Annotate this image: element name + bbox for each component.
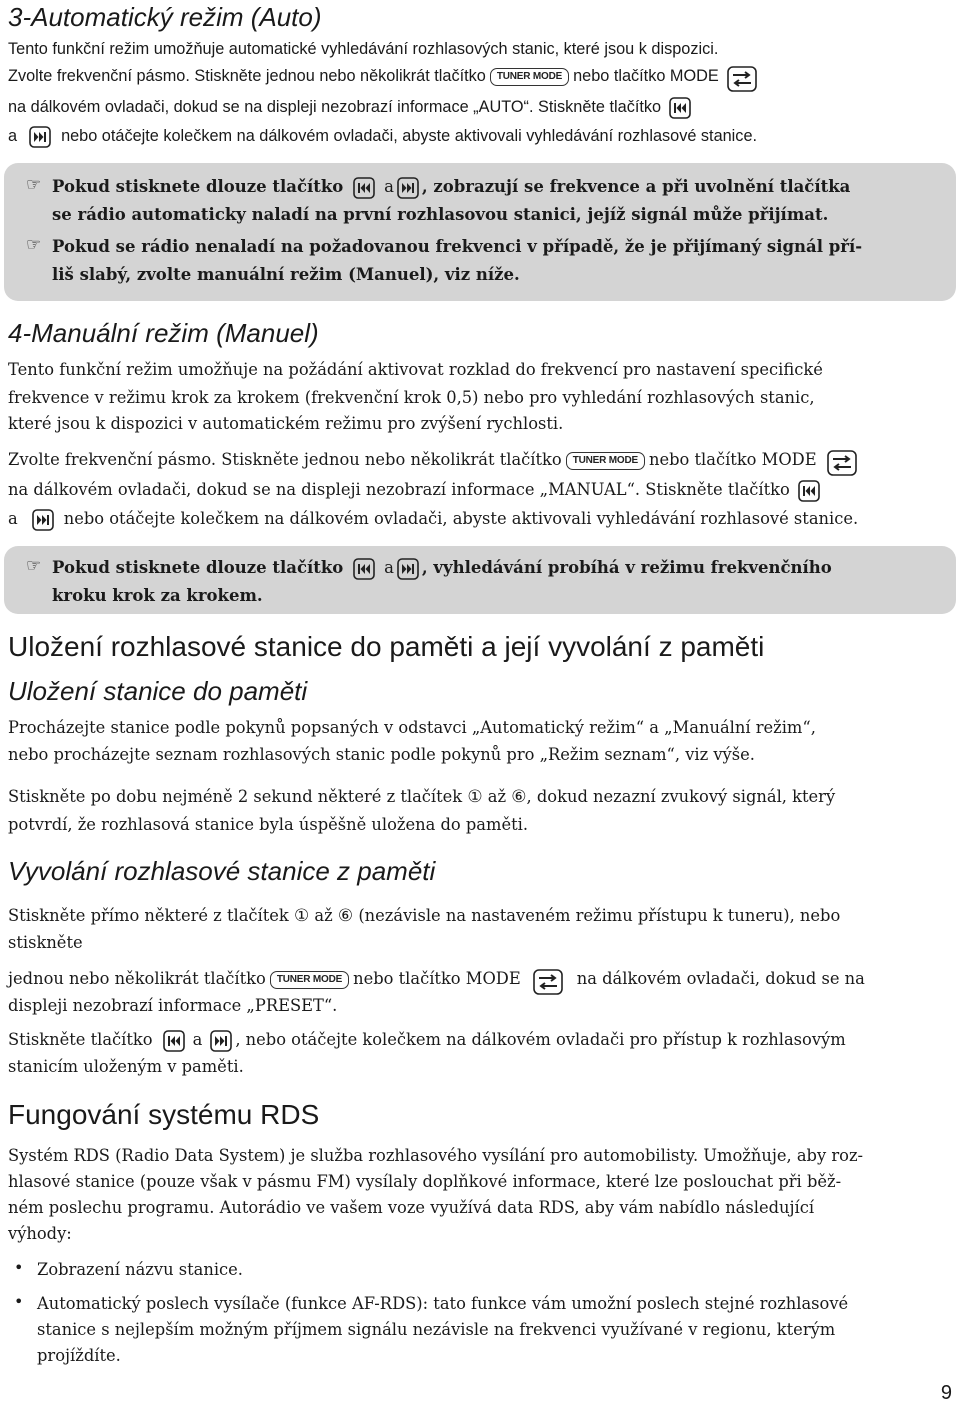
note-text: a (384, 177, 394, 196)
rds-text-line-4: výhody: (8, 1224, 72, 1243)
previous-track-icon (353, 177, 375, 199)
mode-icon (727, 66, 757, 88)
manual-text-line-4 (8, 446, 953, 474)
auto-text: Tento funkční režim umožňuje automatické vyhledávání rozhlasových stanic, které jsou k dispozici. (8, 40, 719, 58)
pointing-hand-icon: ☞ (26, 556, 42, 576)
recall-text: Stiskněte tlačítko (8, 1030, 153, 1049)
tuner-mode-button-icon: TUNER MODE (270, 971, 349, 989)
preset-button-6-icon: ⑥ (337, 906, 354, 926)
pointing-hand-icon: ☞ (26, 235, 42, 255)
note-text: , zobrazují se frekvence a při uvolnění tlačítka (421, 177, 851, 196)
auto-text: Zvolte frekvenční pásmo. Stiskněte jednou nebo několikrát tlačítko (8, 67, 486, 85)
note-auto-line-3: Pokud se rádio nenaladí na požadovanou frekvenci v případě, že je přijímaný signál pří- (52, 237, 863, 256)
auto-text: na dálkovém ovladači, dokud se na displeji nezobrazí informace „AUTO“. Stiskněte tlačítko (8, 98, 662, 116)
auto-text-line-3 (8, 94, 953, 122)
rds-bullet-2-line-1: Automatický poslech vysílače (funkce AF-RDS): tato funkce vám umožní poslech stejné rozhlasové (37, 1294, 849, 1313)
next-track-icon (29, 126, 51, 148)
note-auto-line-1 (52, 173, 952, 201)
recall-text-line-4: displeji nezobrazí informace „PRESET“. (8, 996, 338, 1015)
manual-text: Zvolte frekvenční pásmo. Stiskněte jednou nebo několikrát tlačítko (8, 450, 562, 469)
recall-text: (nezávisle na nastaveném režimu přístupu k tuneru), nebo (358, 906, 841, 925)
memory-text: Stiskněte po dobu nejméně 2 sekund některé z tlačítek (8, 787, 463, 806)
auto-text: nebo tlačítko MODE (573, 67, 719, 85)
recall-text: jednou nebo několikrát tlačítko (8, 969, 266, 988)
pointing-hand-icon: ☞ (26, 175, 42, 195)
preset-button-1-icon: ① (293, 906, 310, 926)
next-track-icon (397, 558, 419, 580)
manual-text: nebo otáčejte kolečkem na dálkovém ovladači, abyste aktivovali vyhledávání rozhlasové stanice. (63, 509, 859, 528)
recall-text-line-5 (8, 1026, 953, 1054)
note-manual-line-1 (52, 554, 952, 582)
memory-text: , dokud nezazní zvukový signál, který (526, 787, 836, 806)
previous-track-icon (798, 480, 820, 502)
subsection-title-recall: Vyvolání rozhlasové stanice z paměti (8, 856, 436, 886)
manual-text-line-2: frekvence v režimu krok za krokem (frekvenční krok 0,5) nebo pro vyhledání rozhlasových stanic, (8, 388, 815, 407)
bullet-icon: • (14, 1258, 24, 1277)
mode-icon (827, 450, 857, 472)
memory-text-line-1: Procházejte stanice podle pokynů popsaných v odstavci „Automatický režim“ a „Manuální režim“, (8, 718, 816, 737)
memory-text-line-3 (8, 783, 953, 812)
previous-track-icon (353, 558, 375, 580)
recall-text-line-2: stiskněte (8, 933, 83, 952)
note-text: Pokud stisknete dlouze tlačítko (52, 177, 344, 196)
manual-text: nebo tlačítko MODE (648, 450, 817, 469)
note-text: a (384, 558, 394, 577)
rds-bullet-2-line-3: projíždíte. (37, 1346, 121, 1365)
auto-text: a (8, 127, 18, 145)
note-text: , vyhledávání probíhá v režimu frekvenčního (421, 558, 832, 577)
recall-text: a (192, 1030, 203, 1049)
rds-bullet-2-line-2: stanice s nejlepším možným příjmem signálu nezávisle na frekvenci využívané v regionu, kterým (37, 1320, 836, 1339)
auto-text-line-4 (8, 123, 953, 151)
next-track-icon (32, 509, 54, 531)
rds-text-line-1: Systém RDS (Radio Data System) je služba rozhlasového vysílání pro automobilisty. Umožňuje, aby roz- (8, 1146, 864, 1165)
manual-text-line-5 (8, 476, 953, 504)
auto-text-line-1 (8, 36, 953, 64)
manual-text: a (8, 509, 18, 528)
next-track-icon (397, 177, 419, 199)
note-manual-line-2: kroku krok za krokem. (52, 586, 263, 605)
manual-text-line-1: Tento funkční režim umožňuje na požádání aktivovat rozklad do frekvencí pro nastavení specifické (8, 360, 823, 379)
section-title-rds: Fungování systému RDS (8, 1099, 320, 1130)
recall-text: na dálkovém ovladači, dokud se na (576, 969, 865, 988)
previous-track-icon (669, 97, 691, 119)
auto-text-line-2 (8, 63, 953, 91)
recall-text: Stiskněte přímo některé z tlačítek (8, 906, 289, 925)
recall-text: až (314, 906, 333, 925)
recall-text-line-3 (8, 965, 953, 993)
page-number: 9 (940, 1382, 952, 1404)
preset-button-1-icon: ① (467, 787, 483, 807)
memory-text-line-4: potvrdí, že rozhlasová stanice byla úspěšně uložena do paměti. (8, 815, 529, 834)
section-title-auto: 3-Automatický režim (Auto) (8, 2, 322, 32)
recall-text: , nebo otáčejte kolečkem na dálkovém ovladači pro přístup k rozhlasovým (235, 1030, 846, 1049)
rds-text-line-3: ném poslechu programu. Autorádio ve vašem voze využívá data RDS, aby vám nabídlo následující (8, 1198, 815, 1217)
note-box-manual (4, 546, 956, 614)
preset-button-6-icon: ⑥ (511, 787, 527, 807)
mode-icon (533, 969, 563, 991)
manual-text: na dálkovém ovladači, dokud se na displeji nezobrazí informace „MANUAL“. Stiskněte tlačítko (8, 480, 790, 499)
note-auto-line-2: se rádio automaticky naladí na první rozhlasovou stanici, jejíž signál může přijímat. (52, 205, 829, 224)
subsection-title-store: Uložení stanice do paměti (8, 676, 308, 706)
memory-text-line-2: nebo procházejte seznam rozhlasových stanic podle pokynů pro „Režim seznam“, viz výše. (8, 745, 755, 764)
bullet-icon: • (14, 1292, 24, 1311)
note-text: Pokud stisknete dlouze tlačítko (52, 558, 344, 577)
recall-text-line-1 (8, 902, 953, 931)
section-title-manual: 4-Manuální režim (Manuel) (8, 318, 319, 348)
next-track-icon (210, 1030, 232, 1052)
note-auto-line-4: liš slabý, zvolte manuální režim (Manuel), viz níže. (52, 265, 520, 284)
previous-track-icon (163, 1030, 185, 1052)
note-box-auto (4, 163, 956, 301)
tuner-mode-button-icon: TUNER MODE (566, 452, 645, 470)
memory-text: až (487, 787, 507, 806)
auto-text: nebo otáčejte kolečkem na dálkovém ovladači, abyste aktivovali vyhledávání rozhlasové stanice. (61, 127, 758, 145)
manual-text-line-6 (8, 505, 953, 533)
rds-text-line-2: hlasové stanice (pouze však v pásmu FM) vysílaly doplňkové informace, které lze poslouchat při běž- (8, 1172, 842, 1191)
section-title-memory: Uložení rozhlasové stanice do paměti a její vyvolání z paměti (8, 631, 765, 662)
tuner-mode-button-icon: TUNER MODE (490, 68, 569, 86)
recall-text-line-6: stanicím uloženým v paměti. (8, 1057, 244, 1076)
rds-bullet-1: Zobrazení názvu stanice. (37, 1260, 243, 1279)
manual-text-line-3: které jsou k dispozici v automatickém režimu pro zvýšení rychlosti. (8, 414, 564, 433)
recall-text: nebo tlačítko MODE (353, 969, 521, 988)
